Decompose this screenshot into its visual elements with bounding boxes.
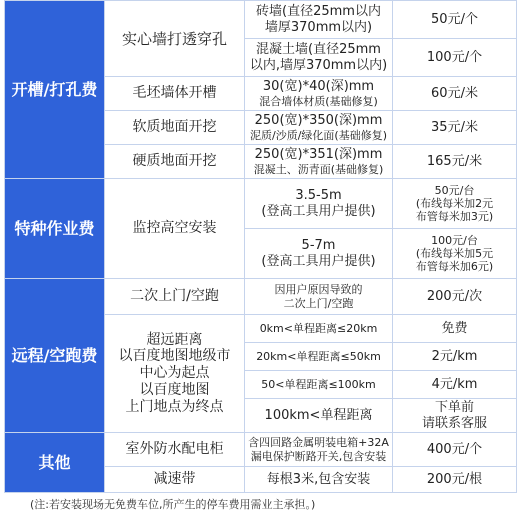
condition-line: 混凝土墙(直径25mm xyxy=(256,41,381,57)
item-high-altitude-camera: 监控高空安装 xyxy=(105,179,245,279)
price-cell: 400元/个 xyxy=(393,433,517,467)
item-rough-wall-slotting: 毛坯墙体开槽 xyxy=(105,77,245,111)
condition-cell: 每根3米,包含安装 xyxy=(245,467,393,493)
item-soft-ground-digging: 软质地面开挖 xyxy=(105,111,245,145)
condition-cell xyxy=(245,111,393,145)
item-hard-ground-digging: 硬质地面开挖 xyxy=(105,145,245,179)
item-speed-bump: 减速带 xyxy=(105,467,245,493)
condition-cell: 50<单程距离≤100km xyxy=(245,371,393,399)
table-row xyxy=(5,279,517,315)
condition-cell: 100km<单程距离 xyxy=(245,399,393,433)
price-line: (布线每米加5元 xyxy=(415,246,494,260)
price-line: 50元/台 xyxy=(434,183,475,197)
condition-cell xyxy=(245,145,393,179)
condition-line: 砖墙(直径25mm以内 xyxy=(256,3,381,19)
price-cell: 2元/km xyxy=(393,343,517,371)
category-special: 特种作业费 xyxy=(5,179,105,279)
condition-line: (登高工具用户提供) xyxy=(261,253,376,269)
price-cell xyxy=(393,179,517,229)
condition-line: (登高工具用户提供) xyxy=(261,203,376,219)
category-other: 其他 xyxy=(5,433,105,493)
item-second-visit: 二次上门/空跑 xyxy=(105,279,245,315)
condition-line: 混合墙体材质(基础修复) xyxy=(259,94,378,108)
condition-line: 含四回路金属明装电箱+32A xyxy=(248,436,389,450)
condition-line: 250(宽)*350(深)mm xyxy=(254,113,383,129)
price-cell: 200元/次 xyxy=(393,279,517,315)
category-remote: 远程/空跑费 xyxy=(5,279,105,433)
condition-line: 漏电保护断路开关,包含安装 xyxy=(250,449,387,463)
price-line: 布管每米加6元) xyxy=(415,260,494,274)
condition-line: 3.5-5m xyxy=(295,187,342,203)
price-cell xyxy=(393,399,517,433)
price-cell: 免费 xyxy=(393,315,517,343)
condition-cell xyxy=(245,279,393,315)
price-cell xyxy=(393,229,517,279)
price-cell: 165元/米 xyxy=(393,145,517,179)
price-line: 请联系客服 xyxy=(421,415,487,431)
item-outdoor-cabinet: 室外防水配电柜 xyxy=(105,433,245,467)
condition-cell xyxy=(245,229,393,279)
item-line: 以百度地图 xyxy=(139,381,210,398)
condition-cell xyxy=(245,1,393,39)
condition-line: 泥质/沙质/绿化面(基础修复) xyxy=(250,128,387,142)
price-line: 布管每米加3元) xyxy=(415,210,494,224)
condition-line: 以内,墙厚370mm以内) xyxy=(249,57,388,73)
item-line: 中心为起点 xyxy=(139,365,210,382)
condition-cell xyxy=(245,179,393,229)
condition-line: 二次上门/空跑 xyxy=(283,296,354,310)
footnote: (注:若安装现场无免费车位,所产生的停车费用需业主承担。) xyxy=(30,498,316,511)
price-line: (布线每米加2元 xyxy=(415,196,494,210)
item-line: 超远距离 xyxy=(146,331,203,348)
item-line: 上门地点为终点 xyxy=(125,398,224,415)
price-cell: 60元/米 xyxy=(393,77,517,111)
category-slotting: 开槽/打孔费 xyxy=(5,1,105,179)
table-row xyxy=(5,179,517,229)
price-line: 100元/台 xyxy=(431,233,478,247)
condition-line: 因用户原因导致的 xyxy=(274,283,363,297)
item-line: 以百度地图地级市 xyxy=(118,348,231,365)
price-cell: 35元/米 xyxy=(393,111,517,145)
condition-line: 250(宽)*351(深)mm xyxy=(254,147,383,163)
condition-line: 5-7m xyxy=(301,237,336,253)
condition-line: 混凝土、沥青面(基础修复) xyxy=(253,162,384,176)
price-cell: 200元/根 xyxy=(393,467,517,493)
price-line: 下单前 xyxy=(434,399,474,415)
condition-line: 30(宽)*40(深)mm xyxy=(262,79,375,95)
condition-cell xyxy=(245,77,393,111)
condition-cell xyxy=(245,39,393,77)
condition-cell: 0km<单程距离≤20km xyxy=(245,315,393,343)
table-row xyxy=(5,1,517,39)
table-row xyxy=(5,433,517,467)
condition-line: 墙厚370mm以内) xyxy=(264,19,373,35)
condition-cell: 20km<单程距离≤50km xyxy=(245,343,393,371)
price-cell: 4元/km xyxy=(393,371,517,399)
item-long-distance xyxy=(105,315,245,433)
price-cell: 50元/个 xyxy=(393,1,517,39)
price-cell: 100元/个 xyxy=(393,39,517,77)
item-solid-wall-drilling: 实心墙打透穿孔 xyxy=(105,1,245,77)
price-table xyxy=(4,0,517,493)
condition-cell xyxy=(245,433,393,467)
